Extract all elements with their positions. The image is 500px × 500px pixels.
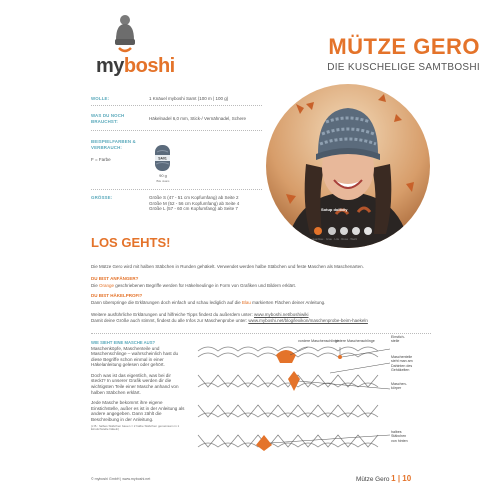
highlight-orange: Orange — [99, 283, 115, 288]
divider — [91, 130, 262, 131]
text-part: Weitere ausführliche Erklärungen und hilfreiche Tipps findest du außerdem unter: — [91, 312, 255, 317]
model-photo — [266, 84, 430, 248]
page-number: 1 | 10 — [391, 474, 412, 483]
farben-value: F = Farbe — [91, 157, 111, 162]
intro-text: Die Mütze Gero wird mit halben Stäbchen in Runden gehäkelt. Verwendet werden halbe Stäbchen und feste Maschen als Maschenarten. — [91, 264, 364, 269]
werkzeug-label-line: WAS DU NOCH — [91, 113, 125, 118]
werkzeug-value: Häkelnadel 6,0 mm, Stick-/ Vernähnadel, Schere — [149, 116, 247, 121]
label-vordere-schlinge: vordere Maschenschlinge — [298, 339, 339, 343]
page-subtitle: DIE KUSCHELIGE SAMTBOSHI — [327, 62, 480, 73]
label-maschenkoerper — [391, 382, 407, 391]
wool-grams: 90 g — [159, 173, 167, 178]
anfaenger-heading: DU BIST ANFÄNGER? — [91, 276, 139, 281]
wiki-link[interactable]: www.myboshi.net/boshiwiki — [254, 312, 309, 317]
label-line: von hinten — [391, 438, 408, 443]
stitch-note: (z.B.: halbes Stäbchen bauen = 2 halbe Stäbchen gemeinsam in 1 Einstichstelle häkeln) — [91, 423, 180, 432]
highlight-blue: Blau — [241, 300, 251, 305]
text-part: geschriebenen Begriffe werden für Häkelneulinge in Form von Grafiken und Bildern erklärt. — [114, 283, 297, 288]
color-swatches — [312, 226, 376, 236]
footer-copyright: © myboshi GmbH | www.myboshi.net — [91, 477, 151, 481]
brand-logo — [96, 55, 175, 78]
footer-pattern-name: Mütze Gero — [356, 476, 390, 483]
text-part: Damit deine Größe auch stimmt, findest du alle Infos zur Maschenprobe unter: — [91, 318, 249, 323]
stitch-paragraph: Jede Masche bekommt ihre eigene Einstichstelle, außer es ist in der Anleitung als andere angegeben. Dann zählt die Beschreibung in der Anleitung. — [91, 400, 185, 423]
farben-label-line: BEISPIELFARBEN & — [91, 139, 136, 144]
label-einstichstelle — [391, 335, 405, 344]
stitch-heading: WIE SIEHT EINE MASCHE AUS? — [91, 340, 156, 345]
wolle-label: WOLLE: — [91, 96, 110, 101]
label-halbes-staebchen — [391, 430, 408, 443]
groesse-item: Größe S (47 - 51 cm Kopfumfang) ab Seite 2 — [149, 195, 239, 200]
stitch-paragraph: Maschenköpfe, Maschenteile und Maschenschlinge – wahrscheinlich hast du diese Begriffe schon einmal in einer Häkelanleitung gelesen oder gehört. — [91, 345, 179, 368]
groesse-label: GRÖSSE: — [91, 195, 113, 200]
label-line: Einstich- — [391, 335, 405, 339]
label-line: Maschen- — [391, 382, 407, 386]
stitch-diagram — [190, 333, 440, 463]
divider — [91, 105, 262, 106]
section-heading: LOS GEHTS! — [91, 235, 171, 250]
anfaenger-text — [91, 283, 431, 289]
profi-text — [91, 300, 431, 306]
label-line: körper — [391, 386, 402, 391]
link-line — [91, 318, 451, 324]
swatch-labels: Jeanblau · Grau · Lila · Rosa · Weiß — [312, 237, 357, 241]
logo-suffix: boshi — [123, 55, 175, 77]
werkzeug-label — [91, 113, 124, 124]
yarn-ball-icon — [154, 144, 171, 172]
label-line: Maschenteile — [391, 355, 413, 359]
label-line: Gehäkelten — [391, 368, 410, 373]
label-line: halbes — [391, 430, 402, 434]
label-maschenteile — [391, 355, 413, 373]
label-hintere-schlinge: hintere Maschenschlinge — [335, 339, 375, 343]
logo-prefix: my — [96, 55, 124, 77]
groesse-list — [149, 195, 239, 212]
farben-label — [91, 139, 136, 150]
gauge-link[interactable]: www.myboshi.net/blog/lexikon/maschenprobe-beim-haekeln — [248, 318, 368, 323]
profi-heading: DU BIST HÄKELPROFI? — [91, 293, 143, 298]
label-line: Dahinten des — [391, 363, 413, 368]
stitch-paragraph: Doch was ist das eigentlich, was bei dir steckt? In unserer Grafik werden dir die wichtigsten Teile einer Masche anhand von halben Stäbchen erklärt. — [91, 372, 179, 395]
werkzeug-label-line: BRAUCHST: — [91, 118, 118, 124]
wool-color-name: Bile Jeans — [156, 179, 170, 183]
stitch-explanation — [91, 340, 185, 432]
label-line: Stäbchen — [391, 434, 407, 439]
text-part: markierten Flächen deiner Anleitung. — [250, 300, 326, 305]
text-part: Dann überspringe die Erklärungen doch einfach und schau lediglich auf die — [91, 300, 242, 305]
text-part: Die — [91, 283, 100, 288]
footer-page — [356, 474, 411, 483]
wool-code: SA01 — [158, 156, 167, 161]
divider — [91, 189, 262, 190]
farben-label-line: VERBRAUCH: — [91, 144, 123, 150]
myboshi-hat-icon — [113, 14, 137, 56]
wolle-value: 1 Knäuel myboshi Samt (100 m | 100 g) — [149, 96, 229, 101]
groesse-item: Größe L (57 - 60 cm Kopfumfang) ab Seite 7 — [149, 206, 238, 212]
page-title: MÜTZE GERO — [328, 34, 480, 59]
label-line: sieht man am — [391, 359, 413, 364]
label-line: stelle — [391, 339, 400, 344]
photo-caption: Sotup dollbily — [321, 207, 348, 212]
groesse-item: Größe M (52 - 56 cm Kopfumfang) ab Seite 4 — [149, 200, 240, 206]
